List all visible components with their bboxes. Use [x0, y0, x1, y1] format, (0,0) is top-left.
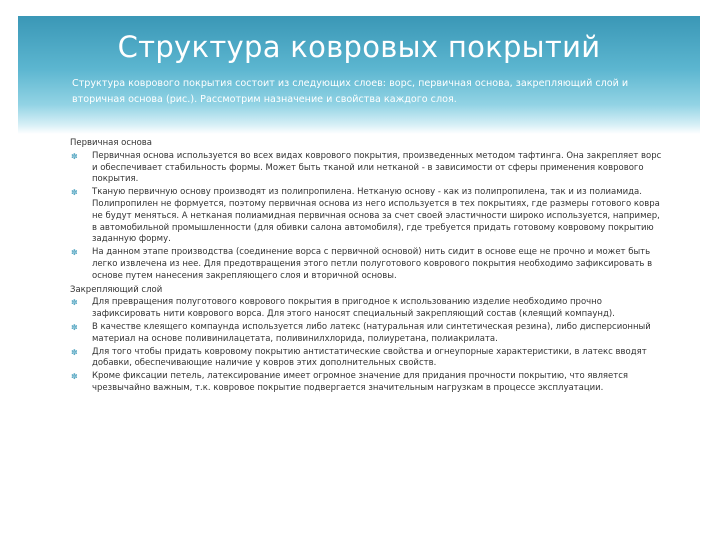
list-item	[70, 187, 662, 246]
slide-title: Структура ковровых покрытий	[117, 30, 601, 64]
list-item	[70, 297, 662, 321]
bullet-icon: ✽	[71, 372, 78, 382]
list-item-text: Для превращения полуготового коврового покрытия в пригодное к использованию изделие необходимо прочно зафиксировать нити коврового ворса. Для этого наносят специальный закрепляющий состав (клеящий компаунд).	[92, 297, 615, 320]
list-item	[70, 247, 662, 282]
section-heading-primary-backing: Первичная основа	[70, 138, 153, 148]
list-item	[70, 371, 662, 395]
list-item	[70, 151, 662, 186]
intro-paragraph: Структура коврового покрытия состоит из следующих слоев: ворс, первичная основа, закрепляющий слой и вторичная основа (рис.). Рассмотрим назначение и свойства каждого слоя.	[72, 78, 629, 105]
list-item-text: На данном этапе производства (соединение ворса с первичной основой) нить сидит в основе еще не прочно и может быть легко извлечена из нее. Для предотвращения этого петли полуготового коврового покрытия необходимо зафиксировать в основе путем нанесения закрепляющего слоя и вторичной основы.	[92, 247, 653, 281]
list-item	[70, 347, 662, 371]
section-heading-binding-layer: Закрепляющий слой	[70, 284, 163, 295]
list-item-text: Для того чтобы придать ковровому покрытию антистатические свойства и огнеупорные характеристики, в латекс вводят добавки, обеспечивающие наличие у ковров этих дополнительных свойств.	[92, 346, 647, 369]
list-item-text: Первичная основа используется во всех видах коврового покрытия, произведенных методом тафтинга. Она закрепляет ворс и обеспечивает стабильность формы. Может быть тканой или нетканой - в зависимости от сферы применения коврового покрытия.	[92, 150, 662, 185]
bullet-icon: ✽	[71, 248, 78, 258]
bullet-icon: ✽	[71, 151, 78, 161]
slide	[18, 16, 700, 538]
bullet-icon: ✽	[71, 347, 78, 357]
bullet-icon: ✽	[71, 322, 78, 332]
bullet-icon: ✽	[71, 188, 78, 198]
list-item-text: Кроме фиксации петель, латексирование имеет огромное значение для придания прочности покрытию, что является чрезвычайно важным, т.к. ковровое покрытие подвергается значительным нагрузкам в процессе эксплуатации.	[92, 371, 628, 393]
list-item-text: Тканую первичную основу производят из полипропилена. Нетканую основу - как из полипропилена, так и из полиамида. Полипропилен не формуется, поэтому первичная основа из него используется в тех покрытиях, где размеры готового ковра не будут меняться. А нетканая полиамидная первичная основа за счет своей эластичности широко используется, например, в автомобильной промышленности (для обивки салона автомобиля), где требуется придать готовому ковровому покрытию заданную форму.	[92, 187, 660, 245]
list-item	[70, 322, 662, 346]
list-item-text: В качестве клеящего компаунда используется либо латекс (натуральная или синтетическая резина), либо дисперсионный материал на основе поливинилацетата, поливинилхлорида, полиуретана, полиакрилата.	[92, 321, 651, 344]
bullet-icon: ✽	[71, 298, 78, 308]
content-body	[70, 138, 662, 396]
